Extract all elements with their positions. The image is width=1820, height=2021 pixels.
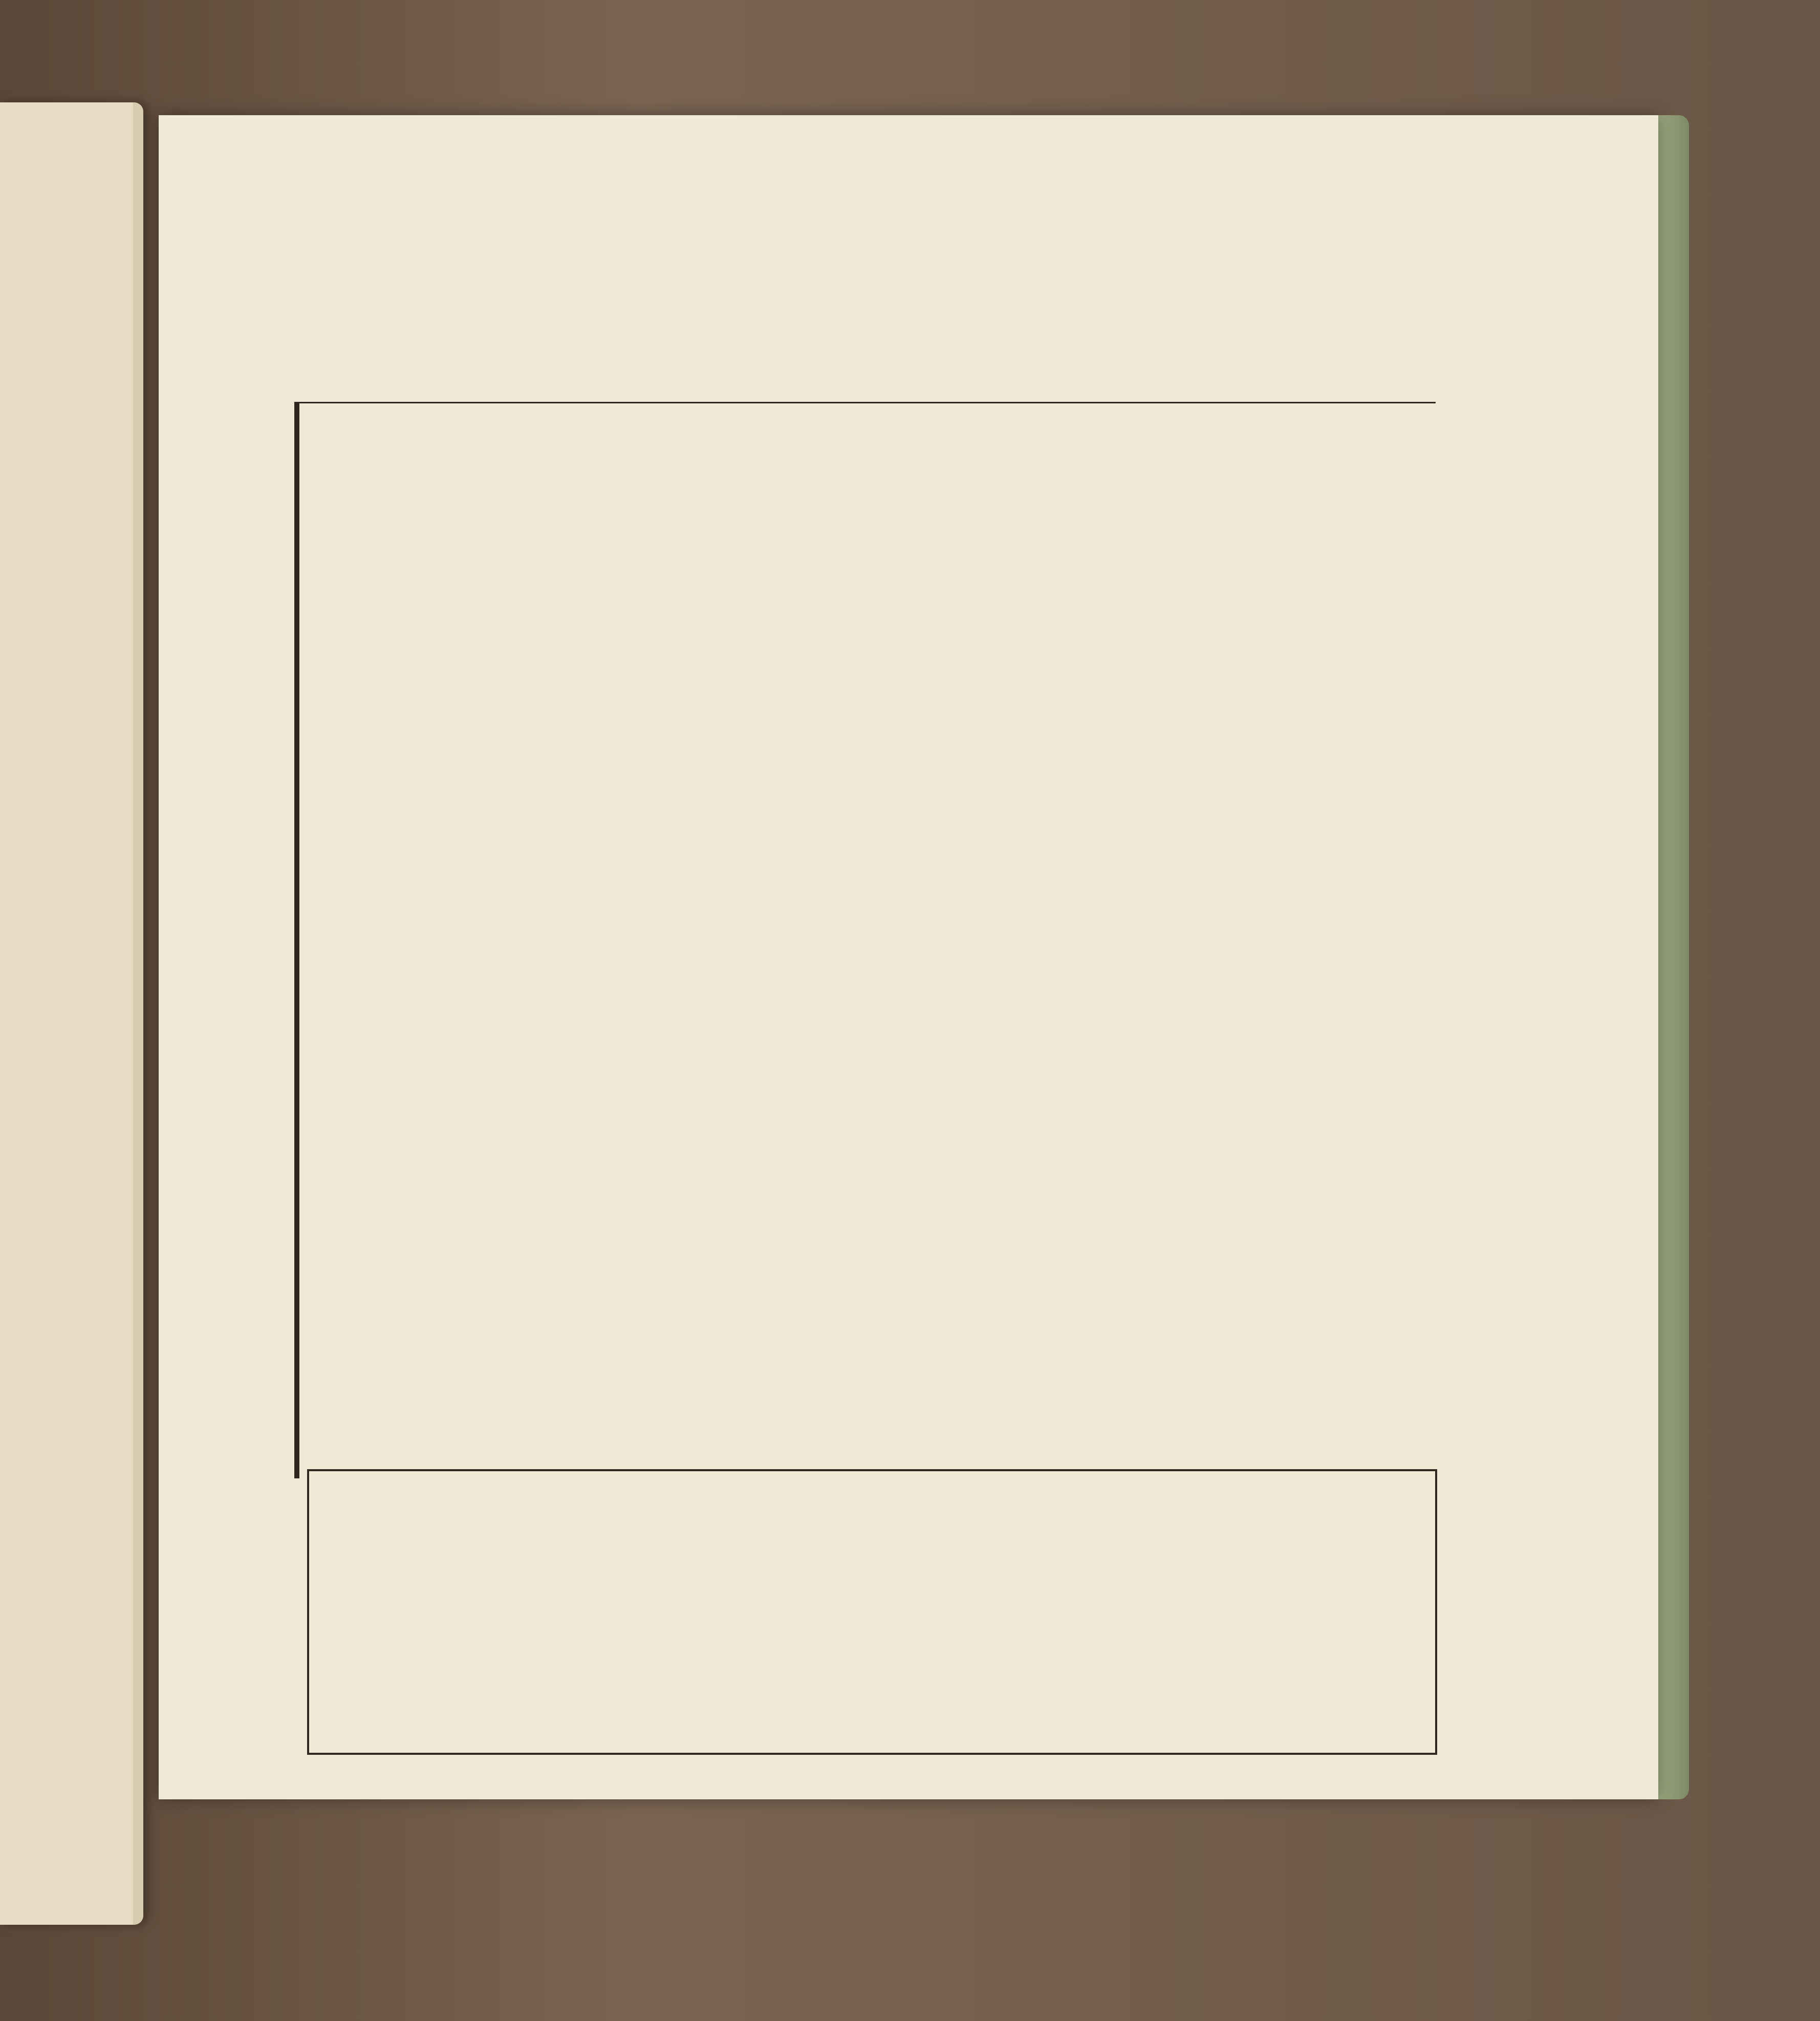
harvest-table xyxy=(294,402,1436,1478)
net-income-box xyxy=(307,1469,1437,1755)
left-page xyxy=(0,102,143,1925)
